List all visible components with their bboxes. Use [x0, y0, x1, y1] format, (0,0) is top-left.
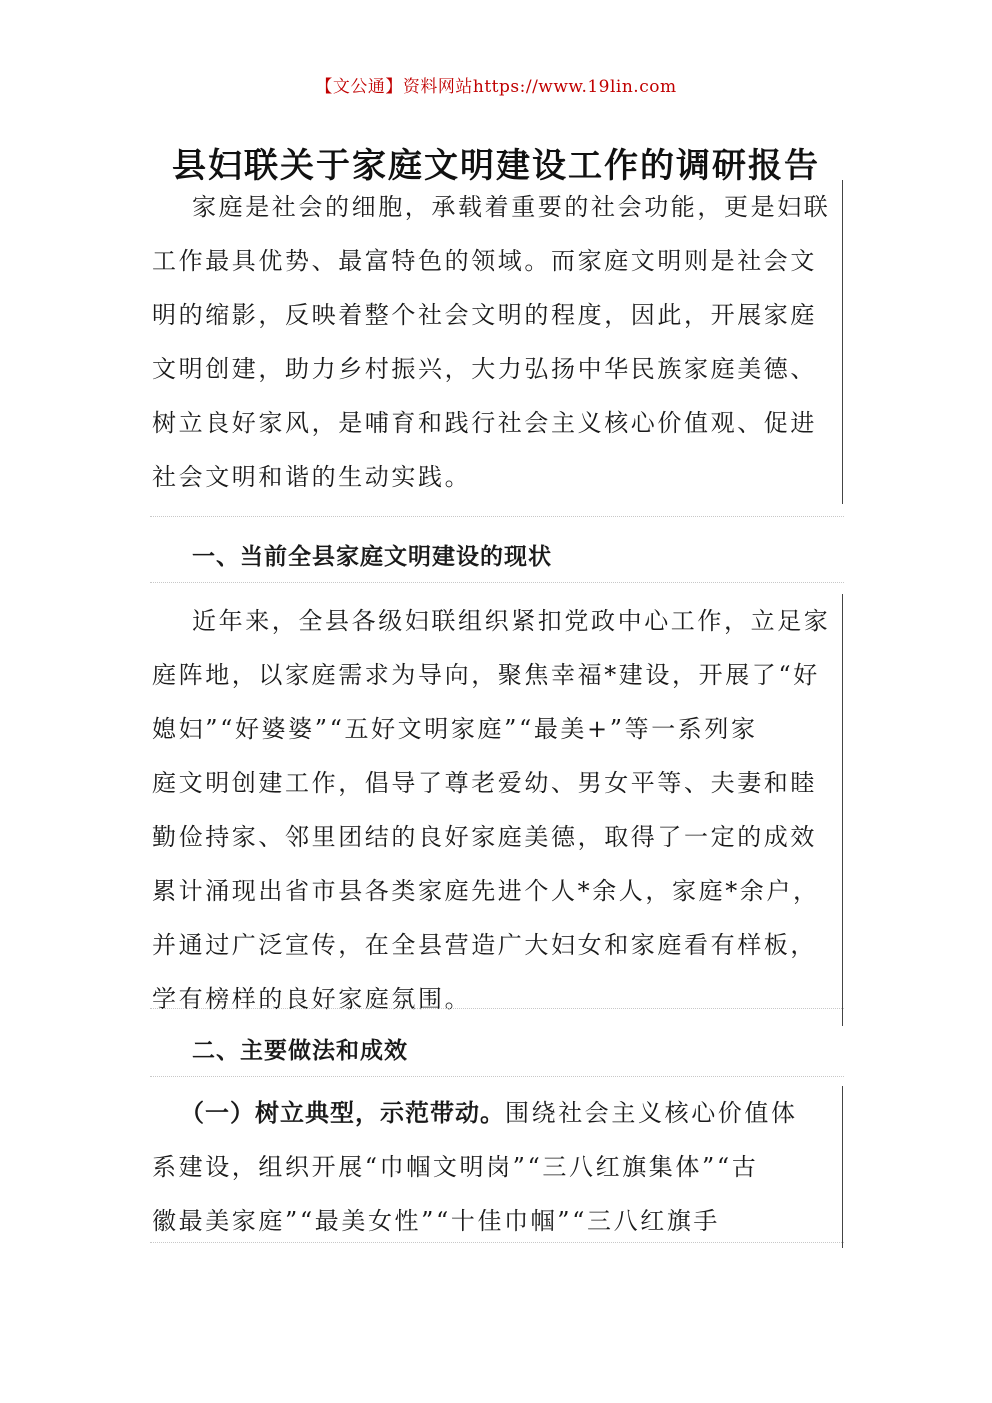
- divider: [150, 1242, 844, 1243]
- divider: [150, 1076, 844, 1077]
- paragraph-line: [152, 1086, 842, 1140]
- paragraph-line: 媳妇”“好婆婆”“五好文明家庭”“最美+”等一系列家: [152, 715, 758, 743]
- section-heading: 二、主要做法和成效: [192, 1038, 408, 1064]
- paragraph-line: 徽最美家庭”“最美女性”“十佳巾帼”“三八红旗手: [152, 1207, 721, 1235]
- paragraph-line: 文明创建，助力乡村振兴，大力弘扬中华民族家庭美德、: [152, 355, 817, 383]
- intro-paragraph: [152, 180, 843, 504]
- subsection-text: 围绕社会主义核心价值体: [505, 1099, 798, 1127]
- site-header[interactable]: 【文公通】资料网站https://www.19lin.com: [315, 77, 677, 97]
- paragraph-line: 庭文明创建工作，倡导了尊老爱幼、男女平等、夫妻和睦: [152, 769, 817, 797]
- section-1: [152, 530, 842, 584]
- paragraph-line: 学有榜样的良好家庭氛围。: [152, 985, 472, 1013]
- paragraph-line: 近年来，全县各级妇联组织紧扣党政中心工作，立足家: [192, 607, 831, 635]
- section-2: [152, 1024, 842, 1078]
- paragraph-line: 庭阵地，以家庭需求为导向，聚焦幸福*建设，开展了“好: [152, 661, 820, 689]
- paragraph-line: 累计涌现出省市县各类家庭先进个人*余人，家庭*余户，: [152, 877, 820, 905]
- section-heading: 一、当前全县家庭文明建设的现状: [192, 544, 552, 570]
- paragraph-line: 树立良好家风，是哺育和践行社会主义核心价值观、促进: [152, 409, 817, 437]
- subsection-1-paragraph: [152, 1086, 843, 1248]
- paragraph-line: 勤俭持家、邻里团结的良好家庭美德，取得了一定的成效: [152, 823, 817, 851]
- paragraph-line: 家庭是社会的细胞，承载着重要的社会功能，更是妇联: [192, 193, 831, 221]
- divider: [150, 516, 844, 517]
- paragraph-line: 明的缩影，反映着整个社会文明的程度，因此，开展家庭: [152, 301, 817, 329]
- divider: [150, 582, 844, 583]
- paragraph-line: 社会文明和谐的生动实践。: [152, 463, 472, 491]
- divider: [150, 1008, 844, 1009]
- paragraph-line: 并通过广泛宣传，在全县营造广大妇女和家庭看有样板，: [152, 931, 817, 959]
- subsection-lead: （一）树立典型，示范带动。: [180, 1099, 505, 1127]
- document-title: 县妇联关于家庭文明建设工作的调研报告: [172, 146, 820, 186]
- paragraph-line: 系建设，组织开展“巾帼文明岗”“三八红旗集体”“古: [152, 1153, 759, 1181]
- paragraph-line: 工作最具优势、最富特色的领域。而家庭文明则是社会文: [152, 247, 817, 275]
- section-1-paragraph: [152, 594, 843, 1026]
